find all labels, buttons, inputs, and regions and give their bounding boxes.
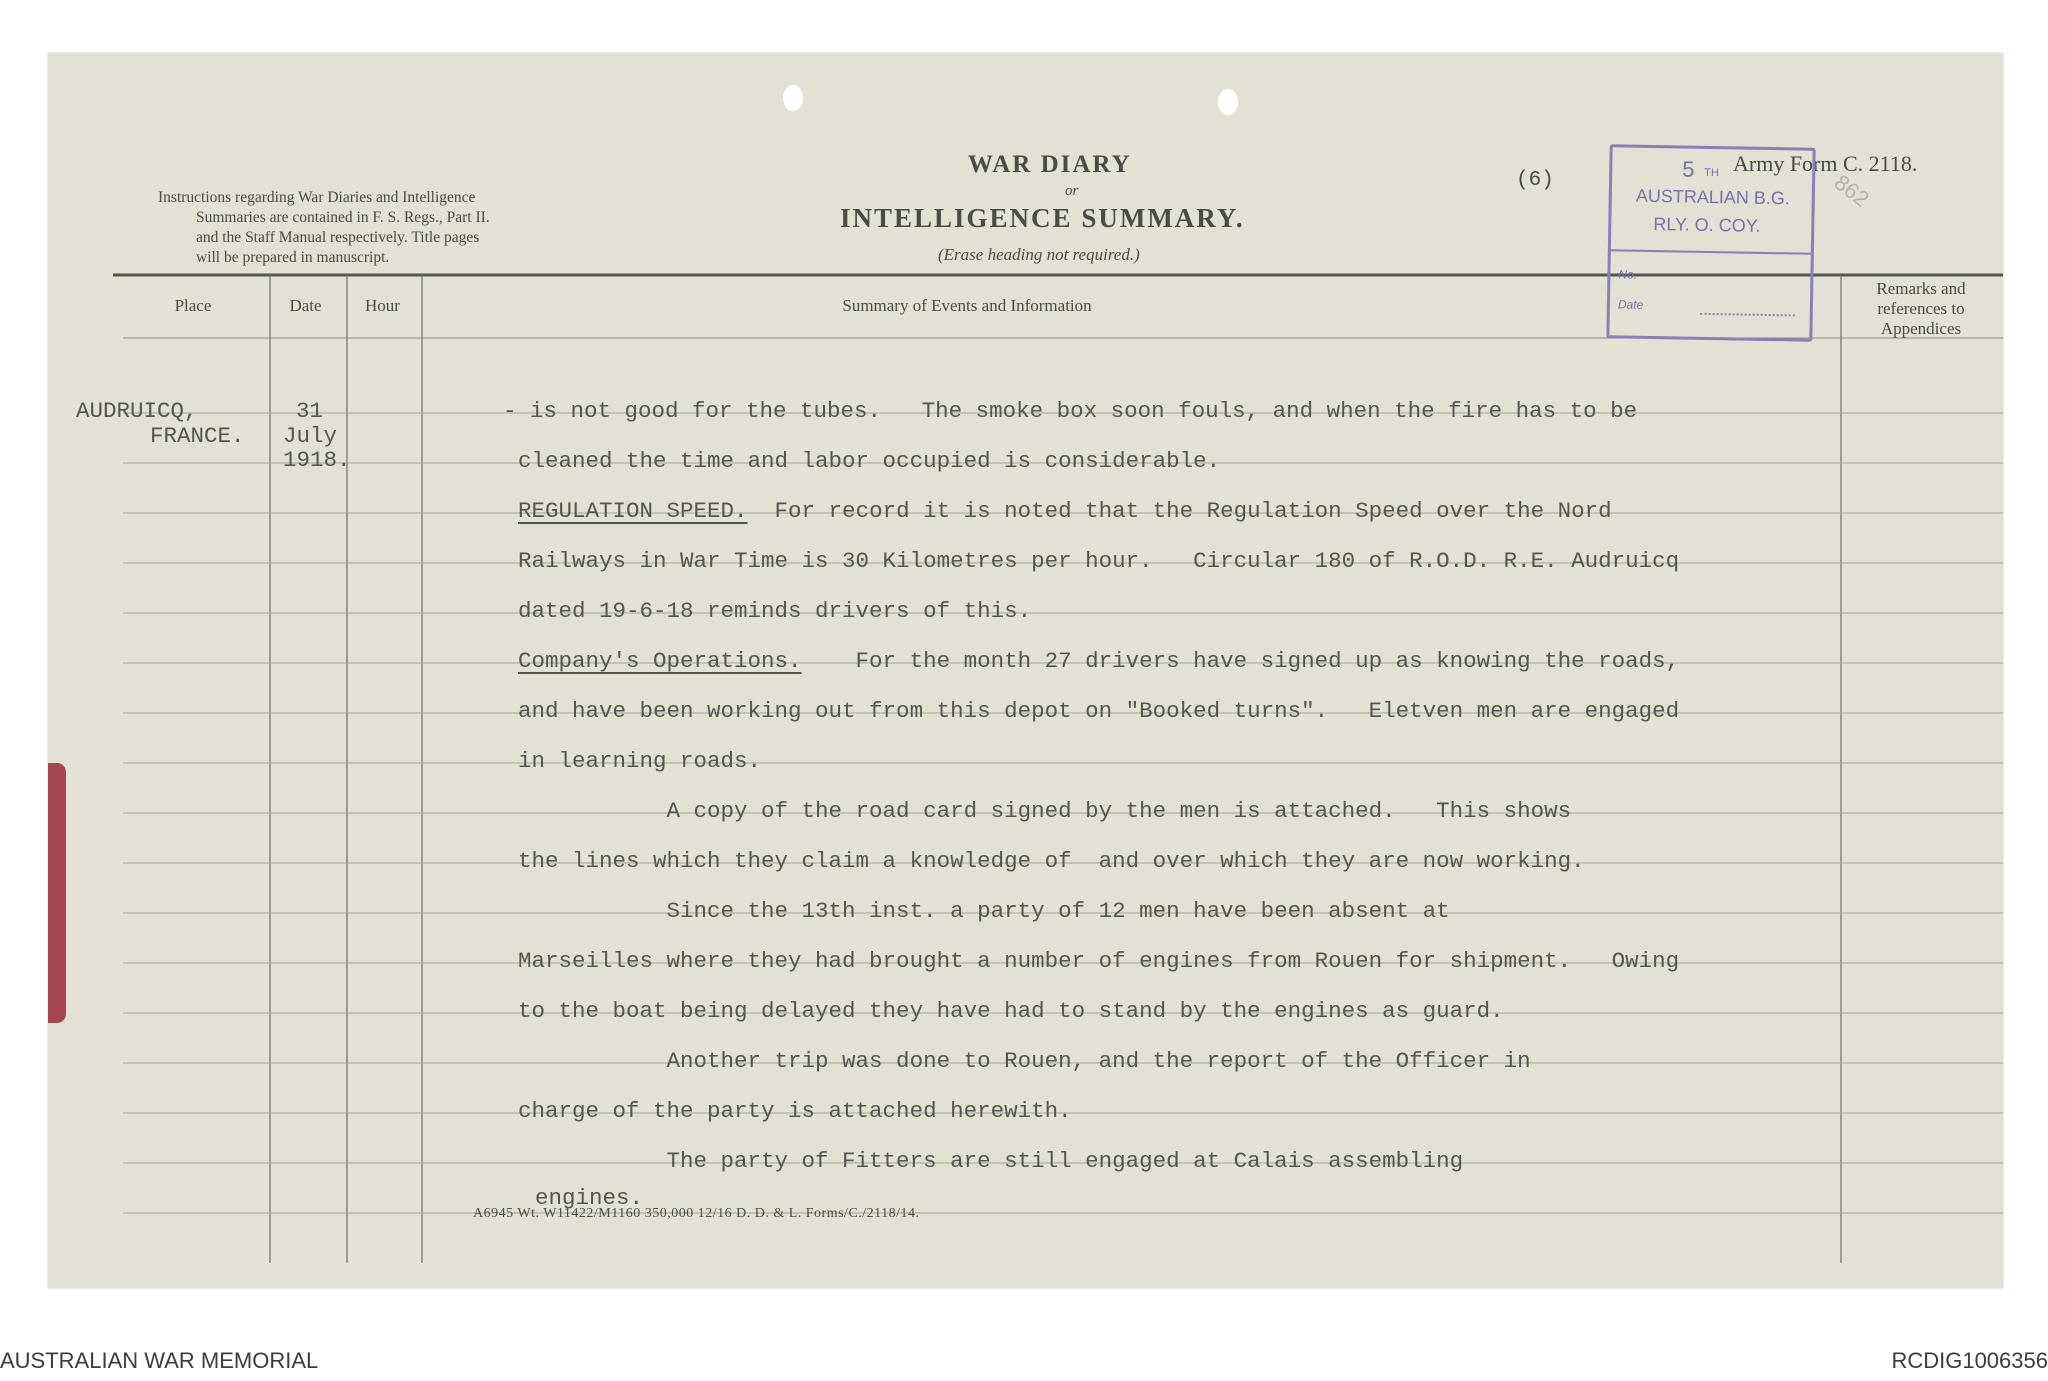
column-header-remarks: [1846, 279, 1996, 339]
form-title: WAR DIARY: [968, 151, 1132, 178]
summary-line: [518, 698, 1679, 724]
stamp-date-label: Date: [1617, 297, 1644, 312]
punch-hole: [1218, 89, 1238, 115]
red-wax-mark: [48, 763, 66, 1023]
page-number: (6): [1516, 169, 1554, 192]
column-header-hour: Hour: [365, 296, 400, 315]
summary-text-run: The party of Fitters are still engaged at Calais assembling: [518, 1148, 1464, 1174]
stamp-line: RLY. O. COY.: [1653, 213, 1761, 236]
instructions-line: will be prepared in manuscript.: [196, 249, 390, 266]
section-heading: Company's Operations.: [518, 648, 802, 674]
instructions-line: and the Staff Manual respectively. Title pages: [196, 229, 480, 246]
pencil-number: 862: [1829, 169, 1874, 212]
summary-line: [518, 498, 1612, 524]
entry-date-day: 31: [296, 398, 324, 424]
form-title-or: or: [1065, 183, 1079, 199]
instructions-line: Instructions regarding War Diaries and Intelligence: [158, 189, 476, 206]
summary-text-run: Railways in War Time is 30 Kilometres per hour. Circular 180 of R.O.D. R.E. Audruicq: [518, 548, 1680, 574]
summary-text-run: Another trip was done to Rouen, and the report of the Officer in: [518, 1048, 1531, 1074]
summary-text-run: in learning roads.: [518, 748, 762, 774]
stamp-line: AUSTRALIAN B.G.: [1635, 185, 1791, 209]
stamp-divider: [1611, 249, 1811, 254]
stamp-date-line: [1700, 299, 1795, 317]
summary-line: [518, 848, 1585, 874]
instructions-line: Summaries are contained in F. S. Regs., Part II.: [196, 209, 490, 226]
summary-line: [518, 1048, 1531, 1074]
column-header-date: Date: [289, 296, 322, 315]
summary-text-run: charge of the party is attached herewith.: [518, 1098, 1072, 1124]
entry-date-year: 1918.: [283, 447, 351, 473]
erase-note: (Erase heading not required.): [938, 245, 1140, 264]
summary-line: [518, 648, 1679, 674]
summary-text-run: Since the 13th inst. a party of 12 men have been absent at: [518, 898, 1450, 924]
summary-text-run: and have been working out from this depot on "Booked turns". Eletven men are engaged: [518, 698, 1680, 724]
summary-text-run: Marseilles where they had brought a number of engines from Rouen for shipment. Owing: [518, 948, 1680, 974]
column-header-place: Place: [174, 296, 212, 315]
summary-text-run: to the boat being delayed they have had to stand by the engines as guard.: [518, 998, 1504, 1024]
summary-text-run: dated 19-6-18 reminds drivers of this.: [518, 598, 1032, 624]
instructions-note: [158, 188, 490, 268]
summary-line: [518, 898, 1450, 924]
summary-line: [518, 598, 1031, 624]
summary-text-run: A copy of the road card signed by the men is attached. This shows: [518, 798, 1572, 824]
summary-text-run: - is not good for the tubes. The smoke box soon fouls, and when the fire has to be: [503, 398, 1638, 424]
unit-stamp: [1606, 144, 1815, 342]
remarks-header-line: Remarks and: [1876, 279, 1966, 298]
remarks-header-line: references to: [1877, 299, 1965, 318]
remarks-header-line: Appendices: [1880, 319, 1962, 338]
footer-left: AUSTRALIAN WAR MEMORIAL: [0, 1348, 319, 1373]
printer-imprint: A6945 Wt. W11422/M1160 350,000 12/16 D. D. & L. Forms/C./2118/14.: [473, 1206, 920, 1221]
summary-text-run: cleaned the time and labor occupied is considerable.: [518, 448, 1221, 474]
stamp-no-label: No.: [1618, 267, 1638, 282]
diary-sheet: [48, 53, 2003, 1288]
section-heading: REGULATION SPEED.: [518, 498, 748, 524]
summary-text-run: engines.: [535, 1185, 644, 1211]
summary-line: [518, 1098, 1072, 1124]
punch-hole: [783, 85, 803, 111]
summary-line: [518, 1148, 1463, 1174]
summary-text-run: For record it is noted that the Regulation Speed over the Nord: [747, 498, 1612, 524]
summary-line: [518, 748, 761, 774]
summary-line: [518, 548, 1679, 574]
entry-place-line: FRANCE.: [150, 423, 245, 449]
summary-line: [518, 998, 1504, 1024]
summary-text-run: For the month 27 drivers have signed up as knowing the roads,: [801, 648, 1680, 674]
entry-place-line: AUDRUICQ,: [76, 398, 198, 424]
summary-line: [518, 798, 1571, 824]
army-form-number: Army Form C. 2118.: [1733, 151, 1918, 176]
entry-date-month: July: [283, 423, 338, 449]
summary-text-run: the lines which they claim a knowledge of and over which they are now working.: [518, 848, 1585, 874]
stamp-number-suffix: TH: [1704, 166, 1719, 180]
column-header-summary: Summary of Events and Information: [842, 296, 1092, 315]
stamp-number: 5: [1682, 156, 1695, 182]
summary-line: [518, 448, 1220, 474]
summary-line: [503, 398, 1637, 424]
footer-right: RCDIG1006356: [1891, 1348, 2048, 1373]
form-subtitle: INTELLIGENCE SUMMARY.: [840, 203, 1245, 233]
summary-line: [518, 948, 1679, 974]
